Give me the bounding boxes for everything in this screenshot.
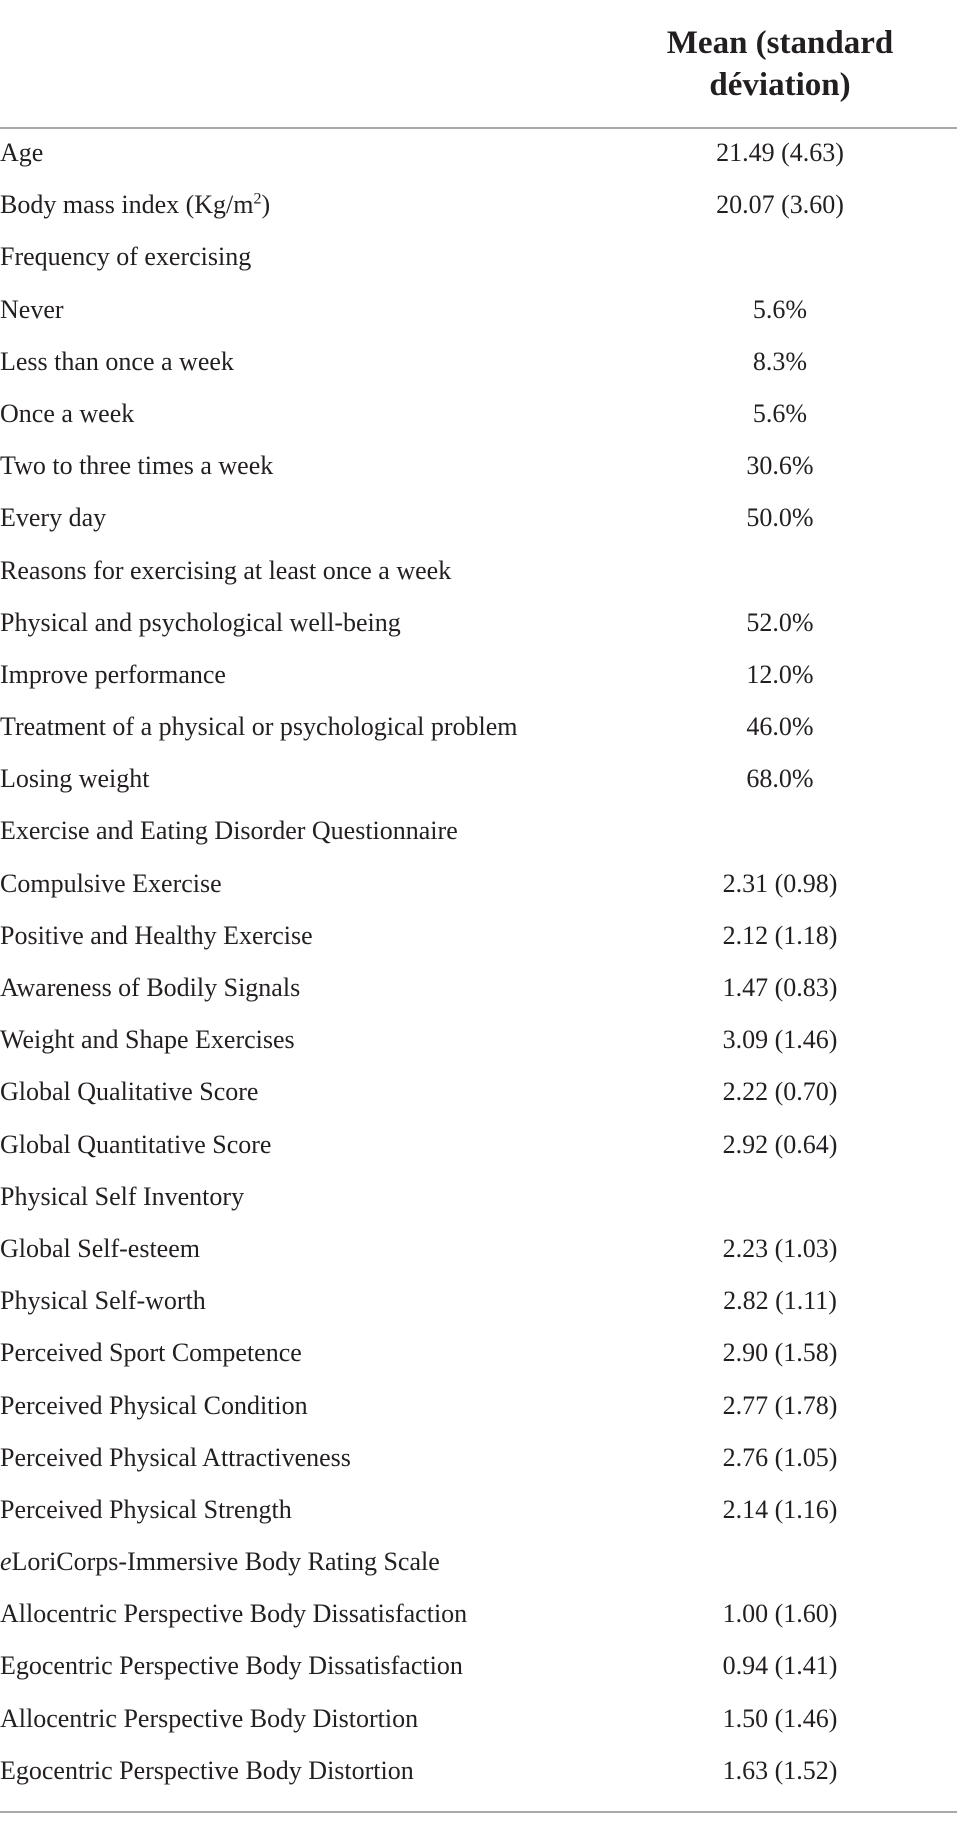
row-value: 46.0%: [746, 712, 814, 742]
table-row: [0, 1432, 957, 1484]
row-value: 8.3%: [752, 346, 808, 376]
row-label: Perceived Physical Attractiveness: [0, 1442, 351, 1472]
row-label: Never: [0, 294, 64, 324]
row-label: Physical and psychological well-being: [0, 607, 401, 637]
row-label-superscript: 2: [253, 190, 262, 208]
table-row: [0, 545, 957, 597]
row-label: Egocentric Perspective Body Distortion: [0, 1755, 414, 1785]
row-label: [0, 1536, 440, 1588]
row-value: 2.12 (1.18): [722, 920, 838, 950]
table-row: [0, 962, 957, 1014]
row-value: 5.6%: [752, 398, 808, 428]
table-row: [0, 127, 957, 179]
row-value: 30.6%: [746, 451, 814, 481]
table-row: [0, 1588, 957, 1640]
row-value: 2.76 (1.05): [722, 1442, 838, 1472]
table-row: [0, 1119, 957, 1171]
table-row: [0, 336, 957, 388]
row-label: Global Self-esteem: [0, 1233, 200, 1263]
row-label: Improve performance: [0, 659, 226, 689]
table-row: [0, 492, 957, 544]
column-header-line-1: Mean (standard: [666, 25, 894, 61]
row-value: [630, 1171, 930, 1223]
table-row: [0, 649, 957, 701]
row-value: 2.22 (0.70): [722, 1077, 838, 1107]
table-row: [0, 1171, 957, 1223]
table-row: [0, 1223, 957, 1275]
row-value: 68.0%: [746, 764, 814, 794]
table-row: [0, 1745, 957, 1797]
row-value: 2.14 (1.16): [722, 1494, 838, 1524]
table-row: [0, 1484, 957, 1536]
table-row: [0, 1066, 957, 1118]
row-label: Allocentric Perspective Body Distortion: [0, 1703, 419, 1733]
table-row: [0, 805, 957, 857]
row-label-italic: e: [0, 1547, 12, 1577]
table-row: [0, 910, 957, 962]
row-value: 1.50 (1.46): [722, 1703, 838, 1733]
row-label: Perceived Physical Condition: [0, 1390, 308, 1420]
table-row: [0, 1014, 957, 1066]
row-value: 50.0%: [746, 503, 814, 533]
row-value: [630, 231, 930, 283]
table-row: [0, 1380, 957, 1432]
table-header: [0, 0, 957, 129]
row-value: 20.07 (3.60): [716, 190, 844, 220]
column-header-line-2: déviation): [709, 67, 851, 103]
row-label: Once a week: [0, 398, 135, 428]
row-label: Global Qualitative Score: [0, 1077, 259, 1107]
row-label: Physical Self-worth: [0, 1286, 206, 1316]
row-value: 2.31 (0.98): [722, 868, 838, 898]
row-value: 2.77 (1.78): [722, 1390, 838, 1420]
row-value: 2.92 (0.64): [722, 1129, 838, 1159]
row-label: Reasons for exercising at least once a week: [0, 555, 452, 585]
row-value: 2.82 (1.11): [723, 1286, 837, 1316]
row-label: Awareness of Bodily Signals: [0, 973, 301, 1002]
row-label: Weight and Shape Exercises: [0, 1025, 295, 1055]
row-label: Perceived Physical Strength: [0, 1494, 292, 1524]
table-row: [0, 179, 957, 231]
row-value: 1.47 (0.83): [722, 973, 838, 1002]
table-row: [0, 284, 957, 336]
row-label: Allocentric Perspective Body Dissatisfaction: [0, 1599, 468, 1629]
row-label-text-end: ): [261, 190, 271, 220]
table-row: [0, 1640, 957, 1692]
table-row: [0, 597, 957, 649]
row-value: 21.49 (4.63): [716, 138, 844, 167]
row-label: Positive and Healthy Exercise: [0, 920, 313, 950]
table-body: [0, 127, 957, 1797]
row-value: 12.0%: [746, 659, 814, 689]
row-label: Age: [0, 138, 44, 167]
row-value: 2.23 (1.03): [722, 1233, 838, 1263]
column-header-mean-sd: [630, 22, 930, 106]
row-value: [630, 1536, 930, 1588]
row-value: 2.90 (1.58): [722, 1338, 838, 1368]
row-value: 1.00 (1.60): [722, 1599, 838, 1629]
table-row: [0, 231, 957, 283]
table-bottom-rule: [0, 1811, 957, 1813]
row-value: 3.09 (1.46): [722, 1025, 838, 1055]
row-label: Less than once a week: [0, 346, 234, 376]
table-row: [0, 1275, 957, 1327]
row-label-text: LoriCorps-Immersive Body Rating Scale: [11, 1547, 440, 1577]
table-row: [0, 1536, 957, 1588]
table-row: [0, 1693, 957, 1745]
table-row: [0, 858, 957, 910]
row-value: 52.0%: [746, 607, 814, 637]
row-value: [630, 545, 930, 597]
table-row: [0, 1327, 957, 1379]
row-label: Two to three times a week: [0, 451, 274, 481]
table-row: [0, 388, 957, 440]
row-label-text: Body mass index (Kg/m: [0, 190, 254, 220]
row-label: Losing weight: [0, 764, 150, 794]
table-row: [0, 440, 957, 492]
row-label: Egocentric Perspective Body Dissatisfaction: [0, 1651, 463, 1681]
row-label: Treatment of a physical or psychological problem: [0, 712, 518, 742]
row-label: Frequency of exercising: [0, 242, 252, 272]
row-value: 0.94 (1.41): [722, 1651, 838, 1681]
table-row: [0, 701, 957, 753]
row-label: Global Quantitative Score: [0, 1129, 272, 1159]
row-label: Every day: [0, 503, 107, 533]
row-label: Perceived Sport Competence: [0, 1338, 302, 1368]
row-label: Physical Self Inventory: [0, 1181, 245, 1211]
row-label: [0, 179, 270, 231]
row-label: Compulsive Exercise: [0, 868, 222, 898]
row-value: 1.63 (1.52): [722, 1755, 838, 1785]
row-value: 5.6%: [752, 294, 808, 324]
row-label: Exercise and Eating Disorder Questionnaire: [0, 816, 458, 846]
table-row: [0, 753, 957, 805]
row-value: [630, 805, 930, 857]
